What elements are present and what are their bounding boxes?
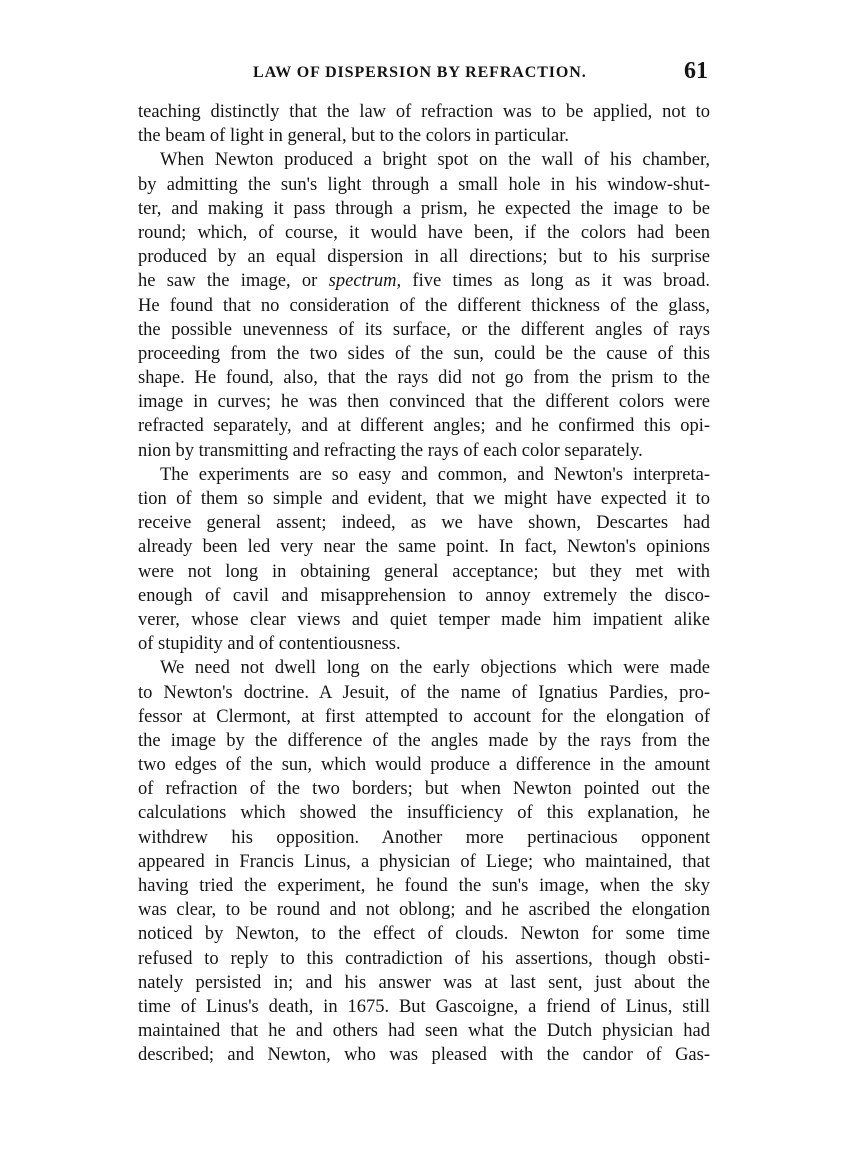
text-line: withdrew his opposition. Another more pertinacious opponent [138,827,710,848]
text-line: nately persisted in; and his answer was at last sent, just about the [138,972,710,993]
text-line: He found that no consideration of the different thickness of the glass, [138,295,710,316]
page-number: 61 [684,58,708,84]
text-line [138,269,710,293]
text-line: produced by an equal dispersion in all directions; but to his surprise [138,247,710,268]
text-line: fessor at Clermont, at first attempted to account for the elongation of [138,706,710,727]
text-line: noticed by Newton, to the effect of clouds. Newton for some time [138,924,710,945]
text-line: round; which, of course, it would have been, if the colors had been [138,222,710,243]
text-line: refused to reply to this contradiction of his assertions, though obsti- [138,948,710,969]
text-line: already been led very near the same point. In fact, Newton's opinions [138,537,710,558]
text-line: tion of them so simple and evident, that we might have expected it to [138,489,710,509]
text-line: the beam of light in general, but to the colors in particular. [138,126,570,147]
text-line: teaching distinctly that the law of refraction was to be applied, not to [138,102,710,122]
text-line: ter, and making it pass through a prism, he expected the image to be [138,198,710,219]
text-line: appeared in Francis Linus, a physician of Liege; who maintained, that [138,851,710,872]
text-line: The experiments are so easy and common, and Newton's interpreta- [160,464,710,485]
text-line: shape. He found, also, that the rays did not go from the prism to the [138,368,710,389]
text-line: two edges of the sun, which would produce a difference in the amount [138,755,710,776]
text-line: refracted separately, and at different angles; and he confirmed this opi- [138,416,710,437]
text-line: receive general assent; indeed, as we have shown, Descartes had [138,513,710,534]
text-line: by admitting the sun's light through a small hole in his window-shut- [138,174,710,195]
text-line: We need not dwell long on the early objections which were made [160,658,710,679]
text-line: described; and Newton, who was pleased with the candor of Gas- [138,1045,710,1066]
text-line: of stupidity and of contentiousness. [138,634,401,655]
text-line: time of Linus's death, in 1675. But Gascoigne, a friend of Linus, still [138,996,710,1017]
text-line: image in curves; he was then convinced that the different colors were [138,392,710,413]
text-line: calculations which showed the insufficiency of this explanation, he [138,803,710,824]
text-line: maintained that he and others had seen what the Dutch physician had [138,1021,710,1042]
text-line: to Newton's doctrine. A Jesuit, of the name of Ignatius Pardies, pro- [138,682,710,703]
body-text [138,100,710,1068]
text-line: nion by transmitting and refracting the rays of each color separately. [138,440,643,461]
text-line: the image by the difference of the angles made by the rays from the [138,730,710,751]
running-head: LAW OF DISPERSION BY REFRACTION. [253,64,587,81]
text-line: enough of cavil and misapprehension to annoy extremely the disco- [138,585,710,606]
text-segment: five times as long as it was broad. [401,271,710,292]
text-line: having tried the experiment, he found the sun's image, when the sky [138,876,710,896]
text-segment: he saw the image, or [138,271,329,292]
text-line: proceeding from the two sides of the sun, could be the cause of this [138,343,710,364]
text-line: the possible unevenness of its surface, or the different angles of rays [138,319,710,340]
text-line: verer, whose clear views and quiet temper made him impatient alike [138,609,710,630]
text-line: were not long in obtaining general acceptance; but they met with [138,561,710,582]
text-line: of refraction of the two borders; but when Newton pointed out the [138,779,710,800]
emphasized-term: spectrum, [328,271,402,292]
text-line: was clear, to be round and not oblong; and he ascribed the elongation [138,900,710,921]
text-line: When Newton produced a bright spot on the wall of his chamber, [160,150,710,171]
page-header [138,58,710,92]
book-page [138,58,710,1068]
